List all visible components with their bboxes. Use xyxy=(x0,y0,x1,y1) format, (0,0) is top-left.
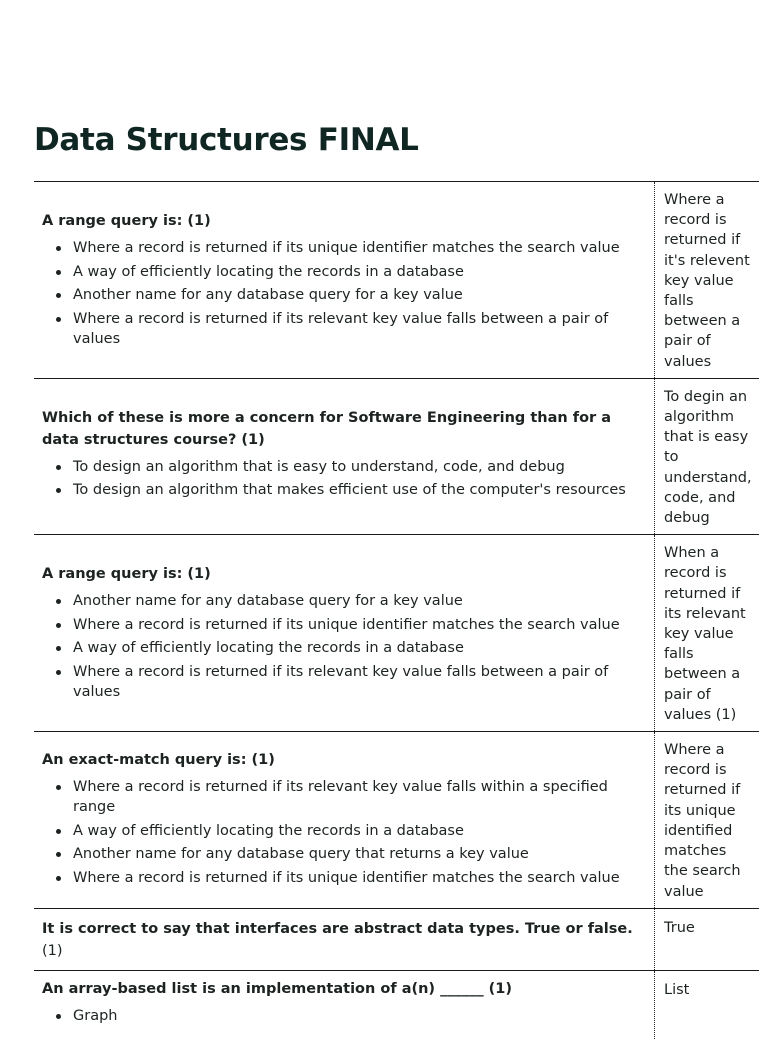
option-item: A way of efficiently locating the records in a database xyxy=(73,638,646,658)
answer-text: Where a record is returned if its unique identified matches the search value xyxy=(664,742,741,900)
flashcard-row xyxy=(34,535,759,732)
option-item: To design an algorithm that is easy to understand, code, and debug xyxy=(73,457,646,477)
option-list xyxy=(42,238,646,349)
option-item: Another name for any database query that returns a key value xyxy=(73,844,646,864)
option-item: Another name for any database query for a key value xyxy=(73,591,646,611)
question-text: Which of these is more a concern for Software Engineering than for a data structures course? (1) xyxy=(42,409,612,448)
flashcard-row xyxy=(34,732,759,909)
points-label: (1) xyxy=(42,942,63,959)
answer-cell xyxy=(655,908,760,970)
question-cell xyxy=(34,970,655,1039)
option-item: Where a record is returned if its unique identifier matches the search value xyxy=(73,615,646,635)
question-cell xyxy=(34,908,655,970)
flashcard-row xyxy=(34,378,759,534)
flashcard-row xyxy=(34,908,759,970)
flashcard-row xyxy=(34,182,759,379)
option-item: Graph xyxy=(73,1006,646,1026)
option-item: Where a record is returned if its relevant key value falls between a pair of values xyxy=(73,309,646,349)
question-text: It is correct to say that interfaces are abstract data types. True or false. xyxy=(42,920,633,937)
question-cell xyxy=(34,182,655,379)
answer-text: Where a record is returned if it's relevent key value falls between a pair of values xyxy=(664,192,750,370)
option-item: Where a record is returned if its unique identifier matches the search value xyxy=(73,238,646,258)
answer-cell xyxy=(655,182,760,379)
answer-cell xyxy=(655,732,760,909)
answer-cell xyxy=(655,970,760,1039)
option-list xyxy=(42,457,646,501)
question-text: A range query is: (1) xyxy=(42,566,211,583)
answer-text: True xyxy=(664,919,695,936)
answer-text: To degin an algorithm that is easy to understand, code, and debug xyxy=(664,388,752,527)
option-list xyxy=(42,591,646,702)
option-item: A way of efficiently locating the records in a database xyxy=(73,262,646,282)
answer-text: List xyxy=(664,981,690,998)
question-text: A range query is: (1) xyxy=(42,213,211,229)
flashcard-row xyxy=(34,970,759,1039)
option-item: To design an algorithm that makes efficient use of the computer's resources xyxy=(73,480,646,500)
answer-text: When a record is returned if its relevant key value falls between a pair of values (1) xyxy=(664,545,746,723)
page-title: Data Structures FINAL xyxy=(34,122,419,158)
option-list xyxy=(42,777,646,888)
answer-cell xyxy=(655,535,760,732)
question-text: An exact-match query is: (1) xyxy=(42,752,275,769)
option-item: Where a record is returned if its unique identifier matches the search value xyxy=(73,868,646,888)
option-list xyxy=(42,1006,646,1026)
question-cell xyxy=(34,732,655,909)
option-item: Another name for any database query for a key value xyxy=(73,285,646,305)
option-item: Where a record is returned if its relevant key value falls within a specified range xyxy=(73,777,646,817)
option-item: Where a record is returned if its relevant key value falls between a pair of values xyxy=(73,662,646,702)
option-item: A way of efficiently locating the records in a database xyxy=(73,821,646,841)
question-cell xyxy=(34,378,655,534)
answer-cell xyxy=(655,378,760,534)
question-cell xyxy=(34,535,655,732)
question-text: An array-based list is an implementation of a(n) ______ (1) xyxy=(42,980,512,997)
flashcard-table xyxy=(34,181,759,1039)
